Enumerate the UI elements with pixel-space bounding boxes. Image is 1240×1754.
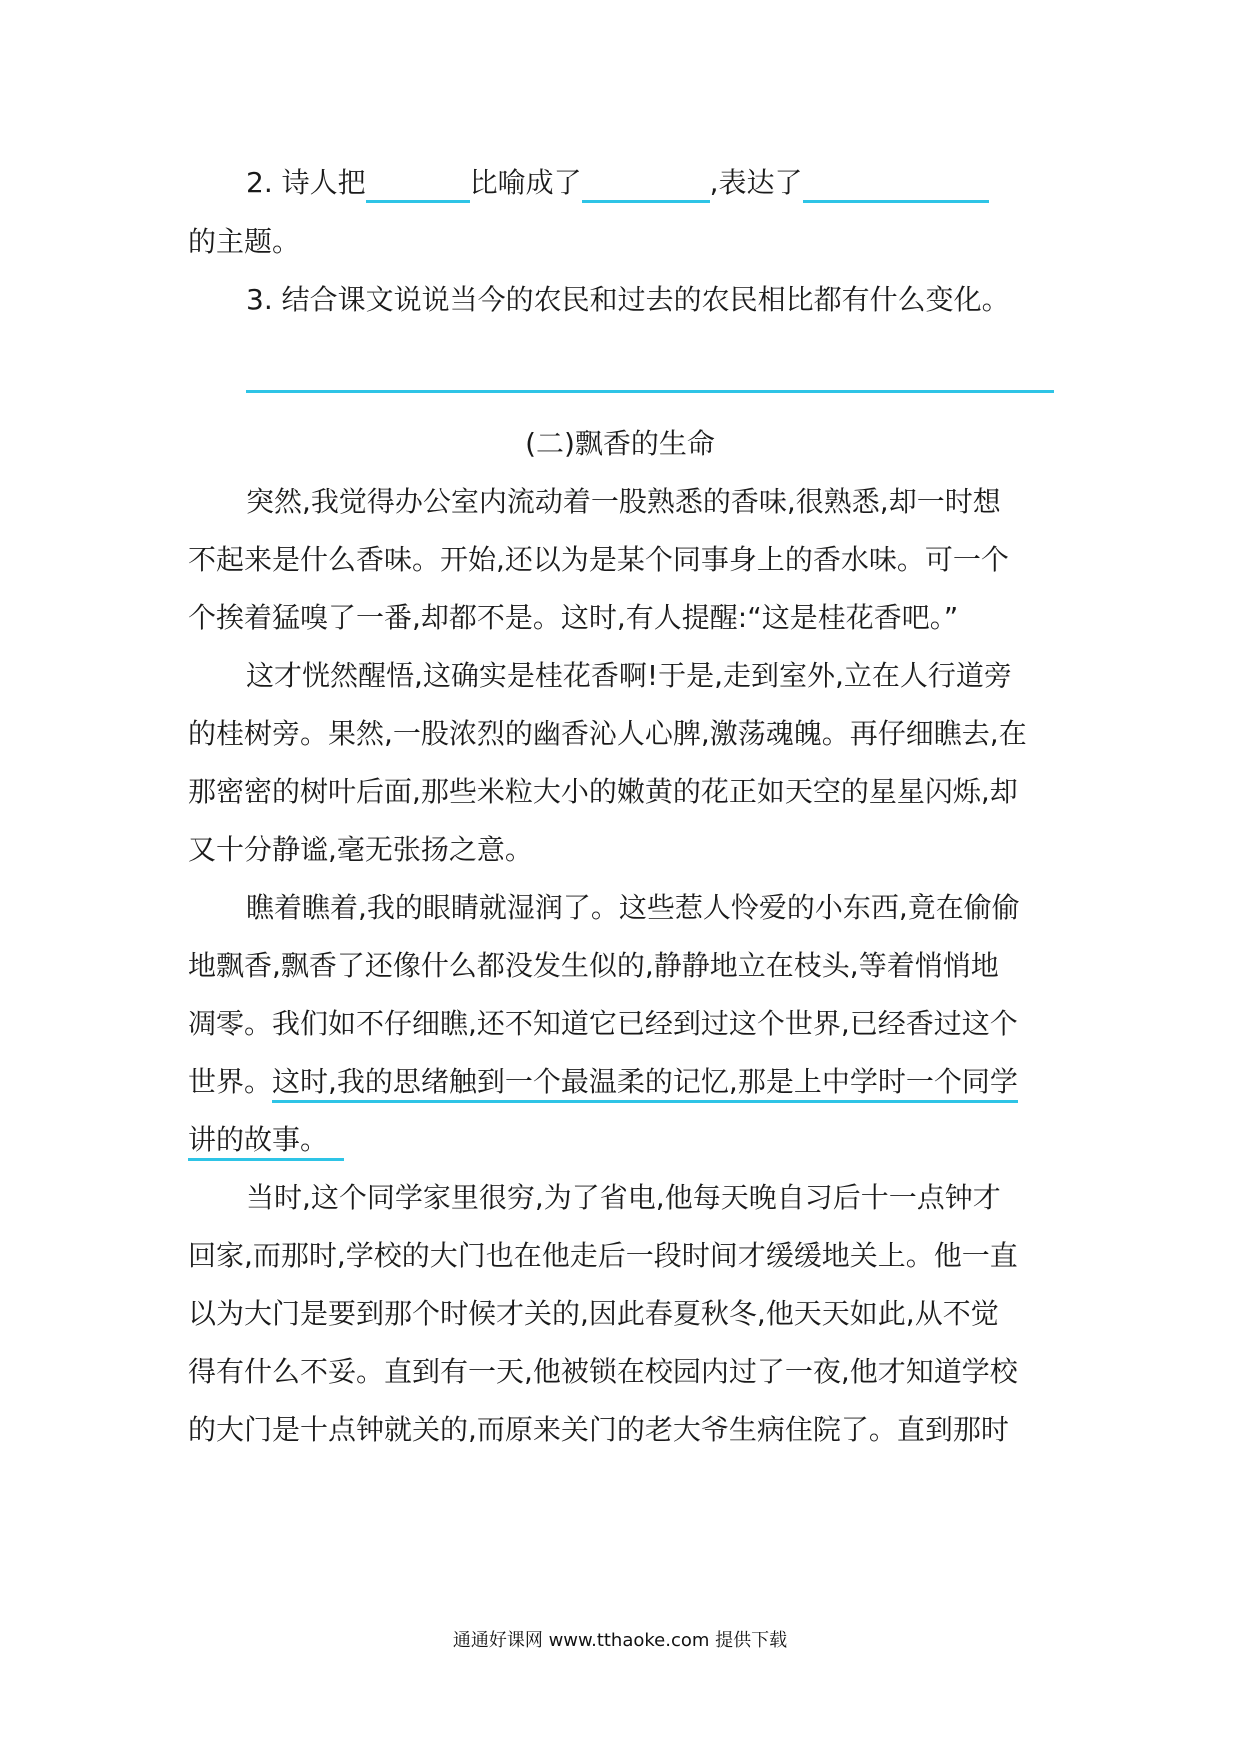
passage-line: 当时,这个同学家里很穷,为了省电,他每天晚自习后十一点钟才 xyxy=(246,1181,1001,1214)
footer-credit: 通通好课网 www.tthaoke.com 提供下载 xyxy=(452,1630,788,1651)
question-2-line xyxy=(246,163,1116,203)
underlined-sentence: 这时,我的思绪触到一个最温柔的记忆,那是上中学时一个同学 xyxy=(272,1065,1018,1103)
passage-line-underlined-end xyxy=(188,1120,1058,1161)
passage-line: 得有什么不妥。直到有一天,他被锁在校园内过了一夜,他才知道学校 xyxy=(188,1355,1018,1388)
passage-text: 世界。 xyxy=(188,1065,273,1098)
question-2-text-a: 2. 诗人把 xyxy=(246,166,366,199)
passage-line: 又十分静谧,毫无张扬之意。 xyxy=(188,833,533,866)
passage-line: 那密密的树叶后面,那些米粒大小的嫩黄的花正如天空的星星闪烁,却 xyxy=(188,775,1018,808)
answer-blank-3[interactable] xyxy=(803,170,989,203)
question-2-text-c: ,表达了 xyxy=(709,166,803,199)
passage-line: 个挨着猛嗅了一番,却都不是。这时,有人提醒:“这是桂花香吧。” xyxy=(188,601,959,634)
underline-tail xyxy=(328,1128,344,1161)
question-3-text: 3. 结合课文说说当今的农民和过去的农民相比都有什么变化。 xyxy=(246,283,1010,316)
passage-line: 瞧着瞧着,我的眼睛就湿润了。这些惹人怜爱的小东西,竟在偷偷 xyxy=(246,891,1020,924)
passage-line: 地飘香,飘香了还像什么都没发生似的,静静地立在枝头,等着悄悄地 xyxy=(188,949,999,982)
question-2-continuation: 的主题。 xyxy=(188,225,301,258)
passage-line: 凋零。我们如不仔细瞧,还不知道它已经到过这个世界,已经香过这个 xyxy=(188,1007,1018,1040)
passage-line: 回家,而那时,学校的大门也在他走后一段时间才缓缓地关上。他一直 xyxy=(188,1239,1018,1272)
passage-line: 的桂树旁。果然,一股浓烈的幽香沁人心脾,激荡魂魄。再仔细瞧去,在 xyxy=(188,717,1027,750)
underlined-sentence-end: 讲的故事。 xyxy=(188,1123,328,1161)
answer-blank-1[interactable] xyxy=(366,170,470,203)
passage-line: 不起来是什么香味。开始,还以为是某个同事身上的香水味。可一个 xyxy=(188,543,1009,576)
passage-line: 以为大门是要到那个时候才关的,因此春夏秋冬,他天天如此,从不觉 xyxy=(188,1297,999,1330)
passage-line: 的大门是十点钟就关的,而原来关门的老大爷生病住院了。直到那时 xyxy=(188,1413,1009,1446)
answer-blank-2[interactable] xyxy=(582,170,710,203)
passage-line: 这才恍然醒悟,这确实是桂花香啊!于是,走到室外,立在人行道旁 xyxy=(246,659,1012,692)
question-2-text-b: 比喻成了 xyxy=(469,166,582,199)
passage-line-underlined xyxy=(188,1062,1058,1102)
answer-line-q3[interactable] xyxy=(246,390,1054,393)
section-title: (二)飘香的生命 xyxy=(525,427,715,460)
passage-line: 突然,我觉得办公室内流动着一股熟悉的香味,很熟悉,却一时想 xyxy=(246,485,1001,518)
